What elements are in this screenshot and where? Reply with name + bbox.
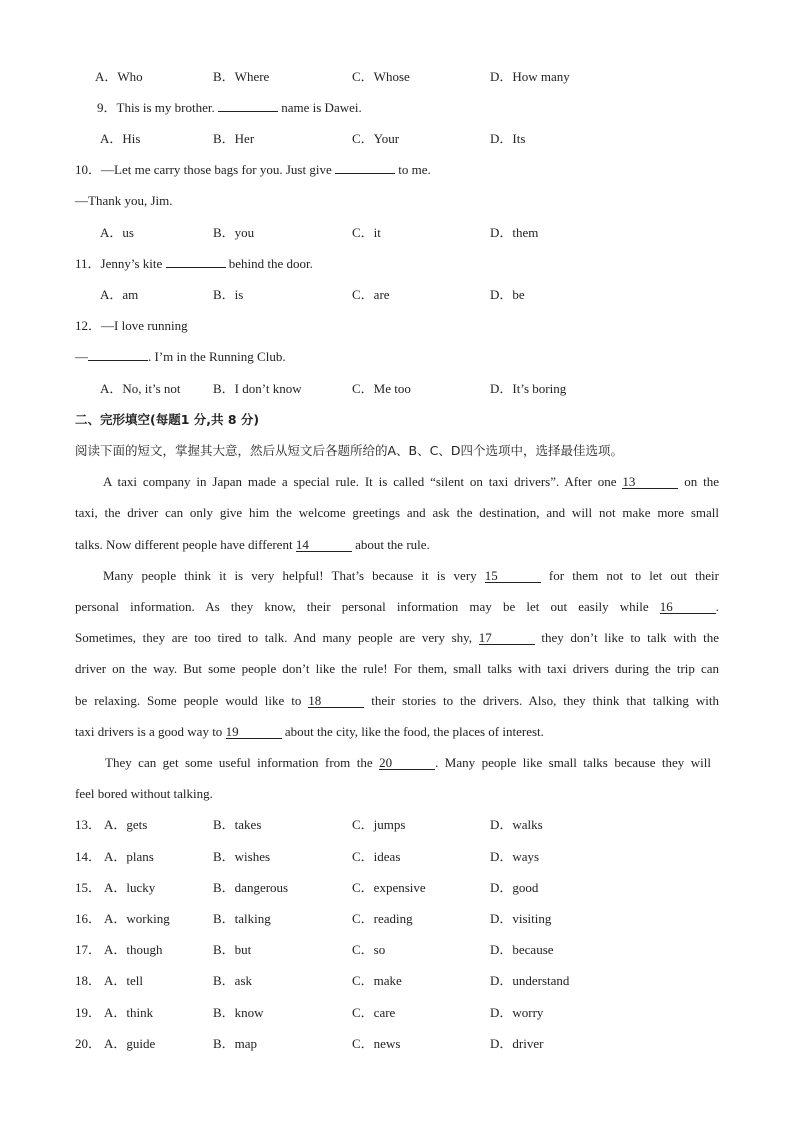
passage-line — [103, 474, 719, 490]
q11-option-b: B．is — [213, 287, 244, 302]
passage-line — [75, 599, 719, 615]
passage-line: driver on the way. But some people don’t like the rule! For them, small talks with taxi drivers during the trip can — [75, 661, 719, 676]
passage-blank-19: 19 — [226, 725, 282, 739]
passage-text: They can get some useful information from the — [105, 755, 380, 770]
q12-stem — [75, 318, 188, 334]
cloze-option-a: A．tell — [104, 973, 143, 988]
cloze-option-d: D．driver — [490, 1036, 544, 1051]
q12-blank — [88, 360, 148, 361]
cloze-option-a: A．guide — [104, 1036, 156, 1051]
cloze-option-d: D．because — [490, 942, 554, 957]
q10-text-before: —Let me carry those bags for you. Just give — [101, 162, 335, 177]
cloze-option-d: D．worry — [490, 1005, 544, 1020]
q12-response — [75, 349, 286, 365]
cloze-option-b: B．talking — [213, 911, 271, 926]
q10-option-b: B．you — [213, 225, 255, 240]
passage-text: about the city, like the food, the places of interest. — [281, 724, 544, 739]
passage-line — [103, 568, 719, 584]
passage-line: feel bored without talking. — [75, 786, 213, 801]
passage-line — [75, 724, 719, 740]
cloze-option-a: A．though — [104, 942, 163, 957]
q9-blank — [218, 111, 278, 112]
passage-text: be relaxing. Some people would like to — [75, 693, 309, 708]
passage-line: taxi, the driver can only give him the welcome greetings and ask the destination, and will not make more small — [75, 505, 719, 520]
q9-number: 9． — [97, 100, 117, 115]
cloze-option-c: C．news — [352, 1036, 401, 1051]
cloze-option-c: C．reading — [352, 911, 413, 926]
q11-number: 11． — [75, 256, 101, 271]
cloze-option-c: C．jumps — [352, 817, 406, 832]
q10-blank — [335, 173, 395, 174]
cloze-option-a: A．working — [104, 911, 170, 926]
cloze-option-a: A．plans — [104, 849, 154, 864]
passage-text: talks. Now different people have different — [75, 537, 296, 552]
cloze-option-d: D．visiting — [490, 911, 552, 926]
q10-number: 10． — [75, 162, 102, 177]
q12-text-after: . I’m in the Running Club. — [148, 349, 286, 364]
passage-text: they don’t like to talk with the — [534, 630, 719, 645]
q12-number: 12． — [75, 318, 102, 333]
q12-option-d: D．It’s boring — [490, 381, 567, 396]
q10-option-a: A．us — [100, 225, 134, 240]
cloze-option-d: D．ways — [490, 849, 540, 864]
q11-option-a: A．am — [100, 287, 139, 302]
cloze-question-number: 18． — [75, 973, 102, 988]
passage-text: personal information. As they know, their personal information may be let out easily while — [75, 599, 660, 614]
passage-blank-18: 18 — [308, 694, 364, 708]
q10-option-d: D．them — [490, 225, 539, 240]
q9-option-a: A．His — [100, 131, 141, 146]
cloze-option-a: A．lucky — [104, 880, 156, 895]
cloze-question-number: 13． — [75, 817, 102, 832]
cloze-option-b: B．takes — [213, 817, 262, 832]
q11-option-d: D．be — [490, 287, 525, 302]
cloze-option-d: D．walks — [490, 817, 543, 832]
q10-reply: —Thank you, Jim. — [75, 193, 173, 208]
cloze-question-number: 17． — [75, 942, 102, 957]
cloze-option-b: B．dangerous — [213, 880, 289, 895]
passage-blank-17: 17 — [479, 631, 535, 645]
q11-option-c: C．are — [352, 287, 390, 302]
q11-stem — [75, 256, 313, 272]
q9-text-after: name is Dawei. — [277, 100, 362, 115]
cloze-option-d: D．understand — [490, 973, 570, 988]
cloze-option-c: C．so — [352, 942, 386, 957]
q12-option-c: C．Me too — [352, 381, 411, 396]
passage-line — [105, 755, 711, 771]
cloze-option-b: B．ask — [213, 973, 253, 988]
q10-option-c: C．it — [352, 225, 381, 240]
passage-line — [75, 693, 719, 709]
passage-text: on the — [678, 474, 719, 489]
passage-text: . — [715, 599, 719, 614]
cloze-question-number: 15． — [75, 880, 102, 895]
cloze-option-b: B．map — [213, 1036, 258, 1051]
passage-blank-13: 13 — [622, 475, 678, 489]
q8-option-b: B．Where — [213, 69, 270, 84]
passage-line — [75, 630, 719, 646]
passage-line — [75, 537, 719, 553]
q9-option-d: D．Its — [490, 131, 526, 146]
cloze-option-c: C．expensive — [352, 880, 426, 895]
q8-option-c: C．Whose — [352, 69, 410, 84]
q12-dash: — — [75, 349, 88, 364]
passage-text: for them not to let out their — [540, 568, 719, 583]
cloze-question-number: 20． — [75, 1036, 102, 1051]
passage-text: taxi drivers is a good way to — [75, 724, 226, 739]
q9-stem — [97, 100, 362, 116]
passage-blank-15: 15 — [485, 569, 541, 583]
passage-blank-20: 20 — [379, 756, 435, 770]
q12-option-b: B．I don’t know — [213, 381, 302, 396]
q12-option-a: A．No, it’s not — [100, 381, 181, 396]
q8-option-a: A．Who — [95, 69, 143, 84]
passage-text: their stories to the drivers. Also, they think that talking with — [364, 693, 720, 708]
q11-text-before: Jenny’s kite — [100, 256, 166, 271]
passage-text: about the rule. — [351, 537, 430, 552]
q9-option-c: C．Your — [352, 131, 400, 146]
q12-line1: —I love running — [101, 318, 188, 333]
q11-text-after: behind the door. — [225, 256, 313, 271]
cloze-option-a: A．gets — [104, 817, 148, 832]
cloze-option-c: C．make — [352, 973, 402, 988]
q8-option-d: D．How many — [490, 69, 570, 84]
cloze-option-b: B．know — [213, 1005, 264, 1020]
passage-blank-14: 14 — [296, 538, 352, 552]
cloze-question-number: 16． — [75, 911, 102, 926]
passage-text: . Many people like small talks because they will — [435, 755, 711, 770]
cloze-option-c: C．ideas — [352, 849, 401, 864]
passage-text: Many people think it is very helpful! That’s because it is very — [103, 568, 485, 583]
passage-blank-16: 16 — [660, 600, 716, 614]
cloze-option-b: B．but — [213, 942, 252, 957]
cloze-option-d: D．good — [490, 880, 539, 895]
section-instruction: 阅读下面的短文，掌握其大意，然后从短文后各题所给的A、B、C、D四个选项中，选择最佳选项。 — [75, 443, 623, 458]
cloze-option-c: C．care — [352, 1005, 396, 1020]
q10-text-after: to me. — [394, 162, 431, 177]
cloze-question-number: 19． — [75, 1005, 102, 1020]
cloze-question-number: 14． — [75, 849, 102, 864]
passage-text: Sometimes, they are too tired to talk. And many people are very shy, — [75, 630, 479, 645]
cloze-option-b: B．wishes — [213, 849, 271, 864]
q10-stem — [75, 162, 431, 178]
q9-option-b: B．Her — [213, 131, 255, 146]
section-heading: 二、完形填空(每题1 分,共 8 分) — [75, 412, 260, 427]
cloze-option-a: A．think — [104, 1005, 154, 1020]
q11-blank — [166, 267, 226, 268]
passage-text: A taxi company in Japan made a special rule. It is called “silent on taxi drivers”. After one — [103, 474, 623, 489]
q9-text-before: This is my brother. — [116, 100, 218, 115]
